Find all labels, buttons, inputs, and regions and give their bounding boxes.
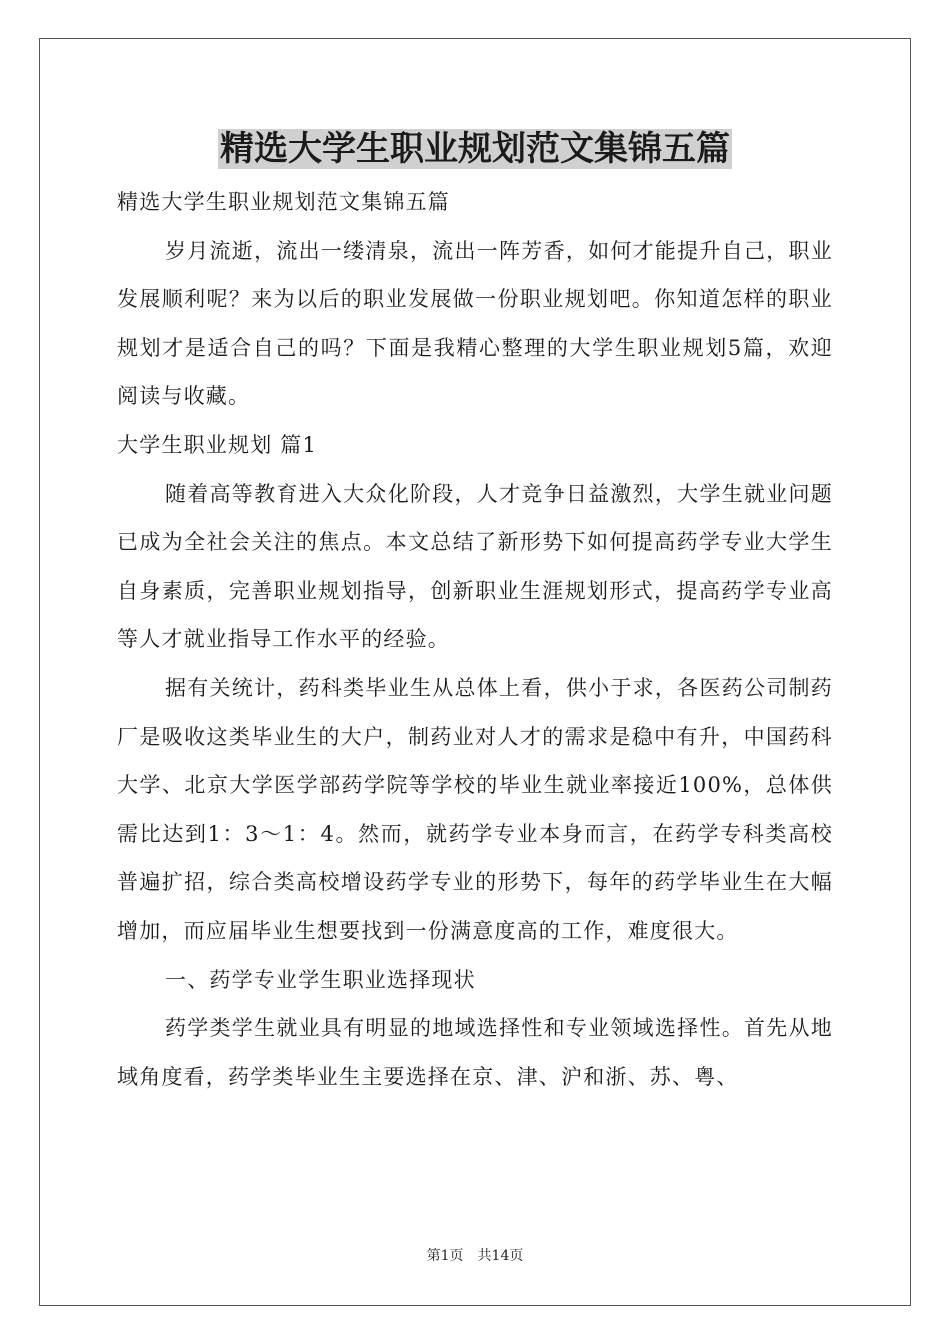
paragraph: 据有关统计，药科类毕业生从总体上看，供小于求，各医药公司制药厂是吸收这类毕业生的大户，制药业对人才的需求是稳中有升，中国药科大学、北京大学医学部药学院等学校的毕业生就业率接近100%，总体供需比达到1：3～1：4。然而，就药学专业本身而言，在药学专科类高校普遍扩招，综合类高校增设药学专业的形势下，每年的药学毕业生在大幅增加，而应届毕业生想要找到一份满意度高的工作，难度很大。	[117, 675, 833, 943]
document-body	[117, 178, 833, 1101]
document-title	[0, 126, 950, 172]
document-title-text: 精选大学生职业规划范文集锦五篇	[220, 129, 730, 169]
paragraph-subtitle: 精选大学生职业规划范文集锦五篇	[117, 190, 450, 214]
section-heading: 大学生职业规划 篇1	[117, 432, 318, 457]
paragraph-intro: 岁月流逝，流出一缕清泉，流出一阵芳香，如何才能提升自己，职业发展顺利呢？来为以后的职业发展做一份职业规划吧。你知道怎样的职业规划才是适合自己的吗？下面是我精心整理的大学生职业规划5篇，欢迎阅读与收藏。	[117, 238, 833, 409]
subsection-heading: 一、药学专业学生职业选择现状	[165, 967, 476, 992]
paragraph: 随着高等教育进入大众化阶段，人才竞争日益激烈，大学生就业问题已成为全社会关注的焦点。本文总结了新形势下如何提高药学专业大学生自身素质，完善职业规划指导，创新职业生涯规划形式，提高药学专业高等人才就业指导工作水平的经验。	[117, 481, 833, 652]
paragraph: 药学类学生就业具有明显的地域选择性和专业领域选择性。首先从地域角度看，药学类毕业生主要选择在京、津、沪和浙、苏、粤、	[117, 1016, 833, 1089]
page-number-footer: 第1页 共14页	[426, 1248, 524, 1264]
